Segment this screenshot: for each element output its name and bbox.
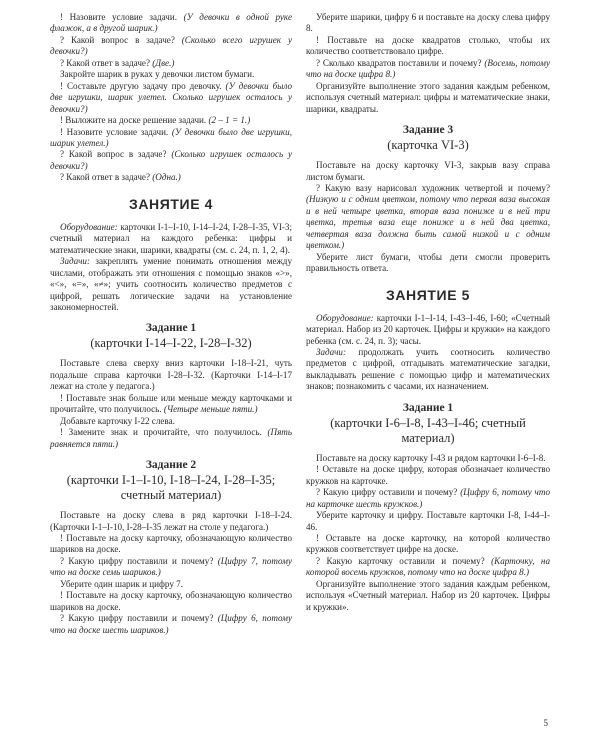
expected-answer: (Низкую и с одним цветком, потому что первая ваза высокая и в ней четыре цветка, вторая ваза пониже и в ней три цветка, третья ваза еще пониже и в ней два цветка, четвертая ваза должна быть самой низкой и с одним цветком.) — [306, 194, 550, 251]
paragraph-text: Уберите шарики, цифру 6 и поставьте на доску слева цифру 8. — [306, 12, 550, 34]
page-number: 5 — [543, 718, 548, 728]
lesson-5-tasks: Задачи: продолжать учить соотносить количество предметов с цифрой, отгадывать математические загадки, выкладывать решение с помощью цифр и математических знаков; познакомить с часами, их назначением. — [306, 346, 550, 392]
paragraph — [306, 510, 550, 533]
paragraph-text: Поставьте на доску слева в ряд карточки I-18–I-24. (Карточки I-1–I-10, I-28–I-35 лежат на столе у педагога.) — [50, 510, 292, 532]
lesson-5-task-1-heading — [306, 401, 550, 446]
expected-answer: (Пять равняется пяти.) — [50, 427, 292, 449]
lesson-4-task-3-heading — [306, 123, 550, 153]
paragraph — [50, 427, 292, 450]
paragraph — [306, 533, 550, 556]
paragraph-text: ! Замените знак и прочитайте, что получилось. — [60, 427, 268, 438]
paragraph — [50, 556, 292, 579]
expected-answer: (У девочки в одной руке флажок, а в другой шарик.) — [50, 12, 292, 34]
paragraph-text: Поставьте слева сверху вниз карточки I-18–I-21, чуть подальше справа карточки I-28–I-32. (Карточки I-14–I-17 лежат на столе у педагога.) — [50, 358, 292, 392]
paragraph — [306, 81, 550, 115]
paragraph-text: Закройте шарик в руках у девочки листом бумаги. — [60, 69, 255, 80]
task-subtitle: (карточки I-14–I-22, I-28–I-32) — [90, 336, 252, 351]
task-title: Задание 2 — [145, 459, 197, 472]
task-subtitle: (карточки I-1–I-10, I-18–I-24, I-28–I-35; счетный материал) — [66, 473, 276, 503]
paragraph-text: ! Поставьте знак больше или меньше между карточками и прочитайте, что получилось. — [50, 392, 292, 415]
paragraph — [306, 35, 550, 58]
lesson-5-task-1-body — [306, 453, 550, 613]
expected-answer: (Сколько игрушек осталось у девочки?) — [50, 149, 292, 171]
paragraph-text: ? Сколько квадратов поставили и почему? — [316, 57, 485, 68]
right-intro-block — [306, 12, 550, 115]
left-column — [50, 12, 292, 636]
paragraph — [306, 252, 550, 275]
paragraph — [50, 149, 292, 172]
lesson-4-tasks: Задачи: закреплять умение понимать отношения между числами, отображать эти отношения с помощью знаков «>», «<», «=», «≠»; учить соотносить количество предметов с цифрой, решать логические задачи на установление закономерностей. — [50, 256, 292, 312]
paragraph — [306, 579, 550, 613]
paragraph-text: ! Поставьте на доске квадратов столько, чтобы их количество соответствовало цифре. — [306, 34, 550, 57]
expected-answer: (У девочки было две игрушки, шарик улетел. Сколько игрушек осталось у девочки?) — [50, 80, 292, 114]
paragraph-text: Организуйте выполнение этого задания каждым ребенком, используя «Счетный материал. Набор из 20 карточек. Цифры и кружки». — [306, 578, 550, 612]
expected-answer: (Четыре меньше пяти.) — [163, 404, 258, 415]
paragraph — [306, 487, 550, 510]
paragraph — [50, 115, 292, 126]
paragraph-text: Поставьте на доску карточку VI-3, закрыв вазу справа листом бумаги. — [306, 160, 550, 182]
expected-answer: (Сколько всего игрушек у девочки?) — [50, 34, 292, 57]
paragraph-text: ? Какую вазу нарисовал художник четвертой и почему? — [316, 182, 550, 193]
expected-answer: (Одна.) — [152, 172, 181, 183]
paragraph — [306, 464, 550, 487]
paragraph — [50, 172, 292, 183]
paragraph — [50, 613, 292, 636]
right-column — [306, 12, 550, 613]
paragraph — [50, 416, 292, 427]
task-subtitle: (карточка VI-3) — [387, 138, 469, 153]
task-title: Задание 3 — [402, 124, 454, 137]
paragraph-text: ! Выложите на доске решение задачи. — [60, 115, 209, 126]
expected-answer: (Цифру 7, потому что на доске семь шариков.) — [50, 555, 292, 578]
paragraph-text: ! Назовите условие задачи. — [60, 12, 184, 22]
lesson-4-task-2-body — [50, 510, 292, 636]
lesson-4-task-3-body — [306, 160, 550, 275]
left-intro-block — [50, 12, 292, 184]
paragraph-text: ! Назовите условие задачи. — [60, 126, 172, 137]
paragraph-text: Уберите один шарик и цифру 7. — [60, 578, 184, 589]
paragraph — [50, 69, 292, 80]
paragraph-text: ? Какую цифру поставили и почему? — [60, 555, 218, 566]
paragraph-text: Уберите карточку и цифру. Поставьте карточки I-8, I-44–I-46. — [306, 510, 550, 532]
paragraph — [50, 81, 292, 115]
paragraph-text: ? Какой вопрос в задаче? — [60, 34, 182, 45]
expected-answer: (2 – 1 = 1.) — [208, 115, 251, 126]
expected-answer: (Карточку, на которой восемь кружков, потому что на доске цифра 8.) — [306, 555, 550, 578]
lesson-4-task-2-heading — [50, 458, 292, 503]
paragraph — [306, 183, 550, 252]
paragraph-text: Уберите лист бумаги, чтобы дети смогли проверить правильность ответа. — [306, 251, 550, 274]
lesson-4-task-1-heading — [50, 321, 292, 351]
expected-answer: (У девочки было две игрушки, шарик улетел.) — [50, 126, 292, 148]
paragraph — [50, 533, 292, 556]
paragraph-text: ? Какую цифру поставили и почему? — [60, 613, 218, 624]
lesson-5-heading: ЗАНЯТИЕ 5 — [385, 286, 471, 303]
paragraph — [50, 510, 292, 533]
paragraph-text: ! Оставьте на доске цифру, которая обозначает количество кружков на карточке. — [306, 464, 550, 486]
paragraph — [306, 12, 550, 35]
task-subtitle: (карточки I-6–I-8, I-43–I-46; счетный материал) — [330, 415, 526, 445]
lesson-4-task-1-body — [50, 358, 292, 450]
paragraph — [50, 127, 292, 150]
paragraph — [306, 58, 550, 81]
paragraph-text: ? Какую карточку оставили и почему? — [316, 555, 492, 566]
paragraph — [50, 358, 292, 392]
paragraph-text: ? Какой ответ в задаче? — [60, 172, 153, 183]
paragraph-text: Поставьте на доску карточку I-43 и рядом карточки I-6–I-8. — [316, 452, 546, 463]
expected-answer: (Две.) — [152, 57, 175, 68]
paragraph — [50, 393, 292, 416]
paragraph-text: ! Составьте другую задачу про девочку. — [60, 80, 226, 91]
lesson-4-heading: ЗАНЯТИЕ 4 — [128, 195, 214, 212]
paragraph-text: Организуйте выполнение этого задания каждым ребенком, используя счетный материал: цифры и математические знаки, шарики, квадраты. — [306, 80, 550, 114]
paragraph — [50, 35, 292, 58]
paragraph — [50, 579, 292, 590]
lesson-4-equipment: Оборудование: карточки I-1–I-10, I-14–I-24, I-28–I-35, VI-3; счетный материал на каждого ребенка: цифры и математические знаки, шарики, квадраты (см. с. 24, п. 1, 2, 4). — [50, 221, 292, 255]
paragraph — [306, 453, 550, 464]
task-title: Задание 1 — [145, 322, 197, 335]
paragraph — [50, 590, 292, 613]
expected-answer: (Цифру 6, потому что на доске шесть шариков.) — [50, 613, 292, 635]
paragraph-text: ! Поставьте на доску карточку, обозначающую количество шариков на доске. — [50, 532, 292, 555]
paragraph — [50, 12, 292, 35]
expected-answer: (Цифру 6, потому что на карточке шесть кружков.) — [306, 487, 550, 509]
task-title: Задание 1 — [402, 401, 454, 414]
paragraph-text: ! Поставьте на доску карточку, обозначающую количество шариков на доске. — [50, 590, 292, 612]
paragraph — [306, 556, 550, 579]
paragraph-text: ? Какой вопрос в задаче? — [60, 149, 172, 160]
paragraph-text: ? Какую цифру оставили и почему? — [316, 487, 461, 498]
paragraph-text: Добавьте карточку I-22 слева. — [60, 415, 175, 426]
paragraph — [306, 160, 550, 183]
expected-answer: (Восемь, потому что на доске цифра 8.) — [306, 57, 551, 80]
paragraph-text: ? Какой ответ в задаче? — [60, 57, 153, 68]
lesson-5-equipment: Оборудование: карточки I-1–I-14, I-43–I-46, I-60; «Счетный материал. Набор из 20 карточек. Цифры и кружки» на каждого ребенка (см. с. 24, п. 3); часы. — [306, 312, 550, 346]
paragraph — [50, 58, 292, 69]
paragraph-text: ! Оставьте на доске карточку, на которой количество кружков соответствует цифре на доске. — [306, 532, 550, 555]
